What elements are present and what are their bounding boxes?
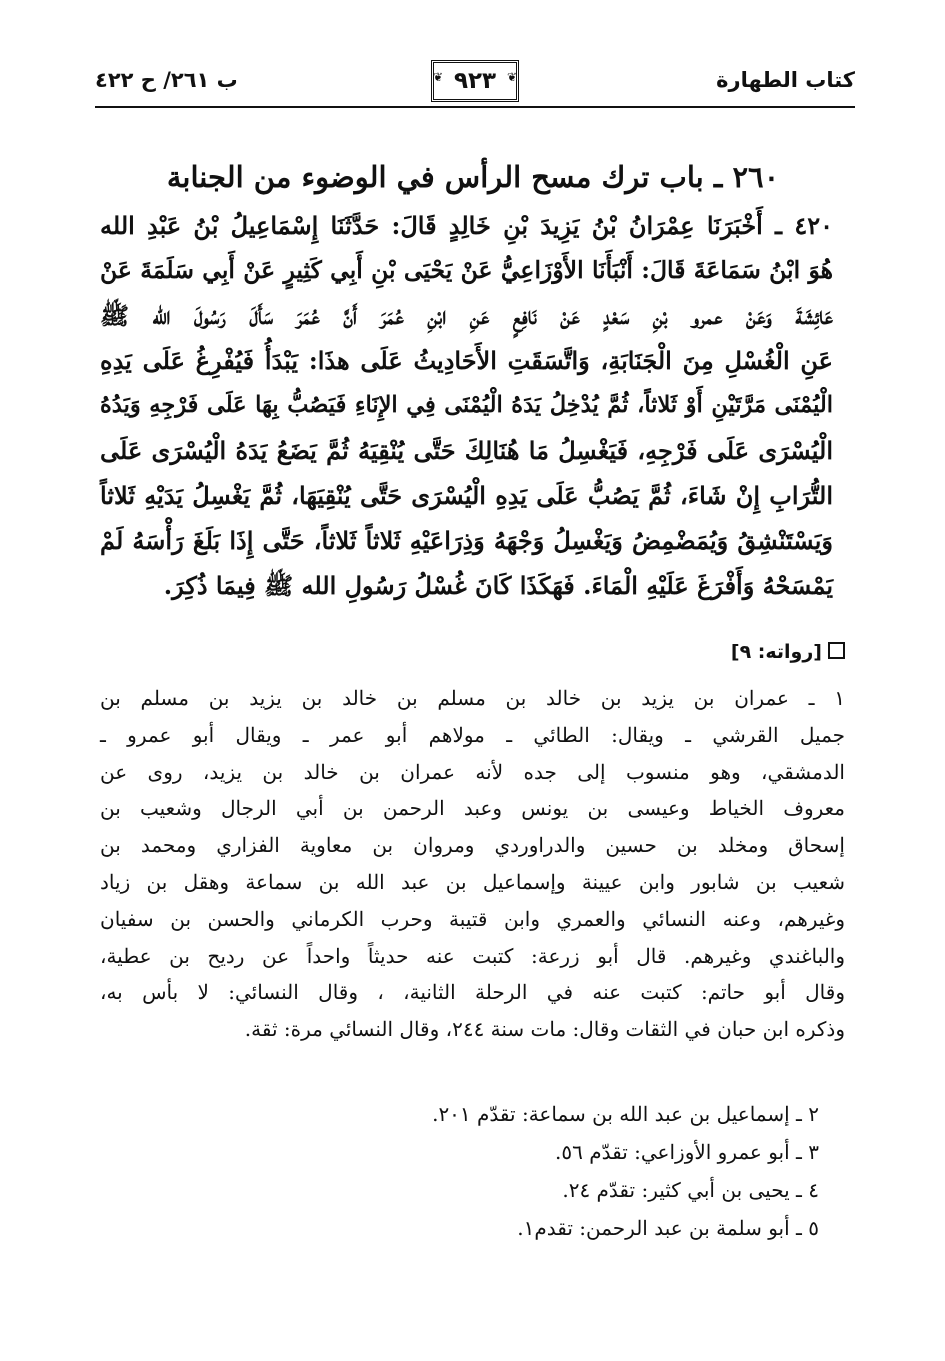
chapter-reference: ب ٢٦١/ ح ٤٢٢ (95, 68, 238, 92)
commentary-line: معروف الخياط وعيسى بن يونس وعبد الرحمن بن أبي الرجال وشعيب بن (100, 796, 845, 821)
narrator-item: ٣ ـ أبو عمرو الأوزاعي: تقدّم ٥٦. (555, 1140, 819, 1164)
hadith-line: ٤٢٠ ـ أَخْبَرَنَا عِمْرَانُ بْنُ يَزِيدَ بْنِ خَالِدٍ قَالَ: حَدَّثَنَا إِسْمَاعِيلُ بْنُ عَبْدِ الله (100, 211, 833, 240)
narrator-item: ٢ ـ إسماعيل بن عبد الله بن سماعة: تقدّم ٢٠١. (432, 1102, 819, 1126)
hadith-text (100, 203, 833, 608)
commentary-line: ١ ـ عمران بن يزيد بن خالد بن مسلم بن خالد بن يزيد بن مسلم بن (100, 686, 845, 710)
chapter-title: ٢٦٠ ـ باب ترك مسح الرأس في الوضوء من الجنابة (166, 160, 780, 194)
commentary-line: وقال أبو حاتم: كتبت عنه في الرحلة الثانية، ، وقال النسائي: لا بأس به، (100, 980, 845, 1005)
narrator-item: ٥ ـ أبو سلمة بن عبد الرحمن: تقدم١. (517, 1216, 819, 1240)
narrator-item: ٤ ـ يحيى بن أبي كثير: تقدّم ٢٤. (562, 1178, 819, 1202)
hadith-line: يَمْسَحْهُ وَأَفْرَغَ عَلَيْهِ الْمَاءَ. فَهَكَذَا كَانَ غُسْلُ رَسُولِ الله ﷺ فِيمَا ذُكِرَ. (163, 571, 833, 600)
narrator-list (100, 1095, 845, 1247)
commentary-line: وذكره ابن حبان في الثقات وقال: مات سنة ٢٤٤، وقال النسائي مرة: ثقة. (244, 1017, 845, 1042)
commentary-line: جميل القرشي ـ ويقال: الطائي ـ مولاهم أبو عمر ـ ويقال أبو عمرو ـ (100, 722, 845, 747)
square-bullet-icon (828, 642, 845, 659)
hadith-line: عَائِشَةَ وَعَنْ عمرو بْنِ سَعْدٍ عَنْ نَافِعٍ عَنِ ابْنِ عُمَرَ أَنَّ عُمَرَ سَأَلَ رَسُولَ الله ﷺ (100, 301, 833, 330)
page-header (95, 60, 855, 106)
narrators-heading (731, 641, 845, 663)
hadith-line: عَنِ الْغُسْلِ مِنَ الْجَنَابَةِ، وَاتَّسَقَتِ الأَحَادِيثُ عَلَى هذَا: يَبْدَأُ فَيُفْرِغُ عَلَى يَدِهِ (100, 346, 833, 375)
hadith-line: هُوَ ابْنُ سَمَاعَةَ قَالَ: أَنْبَأَنَا الأَوْزَاعِيُّ عَنْ يَحْيَى بْنِ أَبِي كَثِيرٍ عَنْ أَبِي سَلَمَةَ عَنْ (100, 256, 833, 284)
hadith-line: وَيَسْتَنْشِقُ وَيُمَضْمِضُ وَيَغْسِلُ وَجْهَهُ وَذِرَاعَيْهِ ثَلاثاً ثَلاثاً، حَتَّى إِذَا بَلَغَ رَأْسَهُ لَمْ (100, 526, 833, 555)
hadith-line: الْيُسْرَى عَلَى فَرْجِهِ، فَيَغْسِلُ مَا هُنَالِكَ حَتَّى يُنْقِيَهُ ثُمَّ يَضَعُ يَدَهُ الْيُسْرَى عَلَى (100, 436, 833, 465)
commentary-line: الدمشقي، وهو منسوب إلى جده لأنه عمران بن خالد بن يزيد، روى عن (100, 759, 845, 784)
book-title: كتاب الطهارة (716, 68, 855, 92)
commentary-line: وغيرهم، وعنه النسائي والعمري وابن قتيبة وحرب الكرماني والحسن بن سفيان (100, 906, 845, 931)
hadith-line: الْيُمْنَى مَرَّتَيْنِ أَوْ ثَلاثاً، ثُمَّ يُدْخِلُ يَدَهُ الْيُمْنَى فِي الإِنَاءِ فَيَصُبُّ بِهَا عَلَى فَرْجِهِ وَيَدُهُ (100, 392, 833, 418)
commentary-line: والباغندي وغيرهم. قال أبو زرعة: كتبت عنه حديثاً واحداً عن رديح بن عطية، (100, 943, 845, 968)
hadith-line: التُّرَابِ إِنْ شَاءَ، ثُمَّ يَصُبُّ عَلَى يَدِهِ الْيُسْرَى حَتَّى يُنْقِيَهَا، ثُمَّ يَغْسِلُ يَدَيْهِ ثَلاثاً (100, 481, 834, 510)
header-divider (95, 106, 855, 108)
narrator-commentary (100, 680, 845, 1048)
page-number: ❦ ٩٢٣ ❦ (431, 60, 519, 102)
commentary-line: إسحاق ومخلد بن حسين والدراوردي ومروان بن معاوية الفزاري ومحمد بن (100, 833, 845, 858)
commentary-line: شعيب بن شابور وابن عيينة وإسماعيل بن عبد الله بن سماعة وهقل بن زياد (100, 869, 845, 894)
narrators-heading-text: [رواته: ٩] (730, 641, 822, 663)
